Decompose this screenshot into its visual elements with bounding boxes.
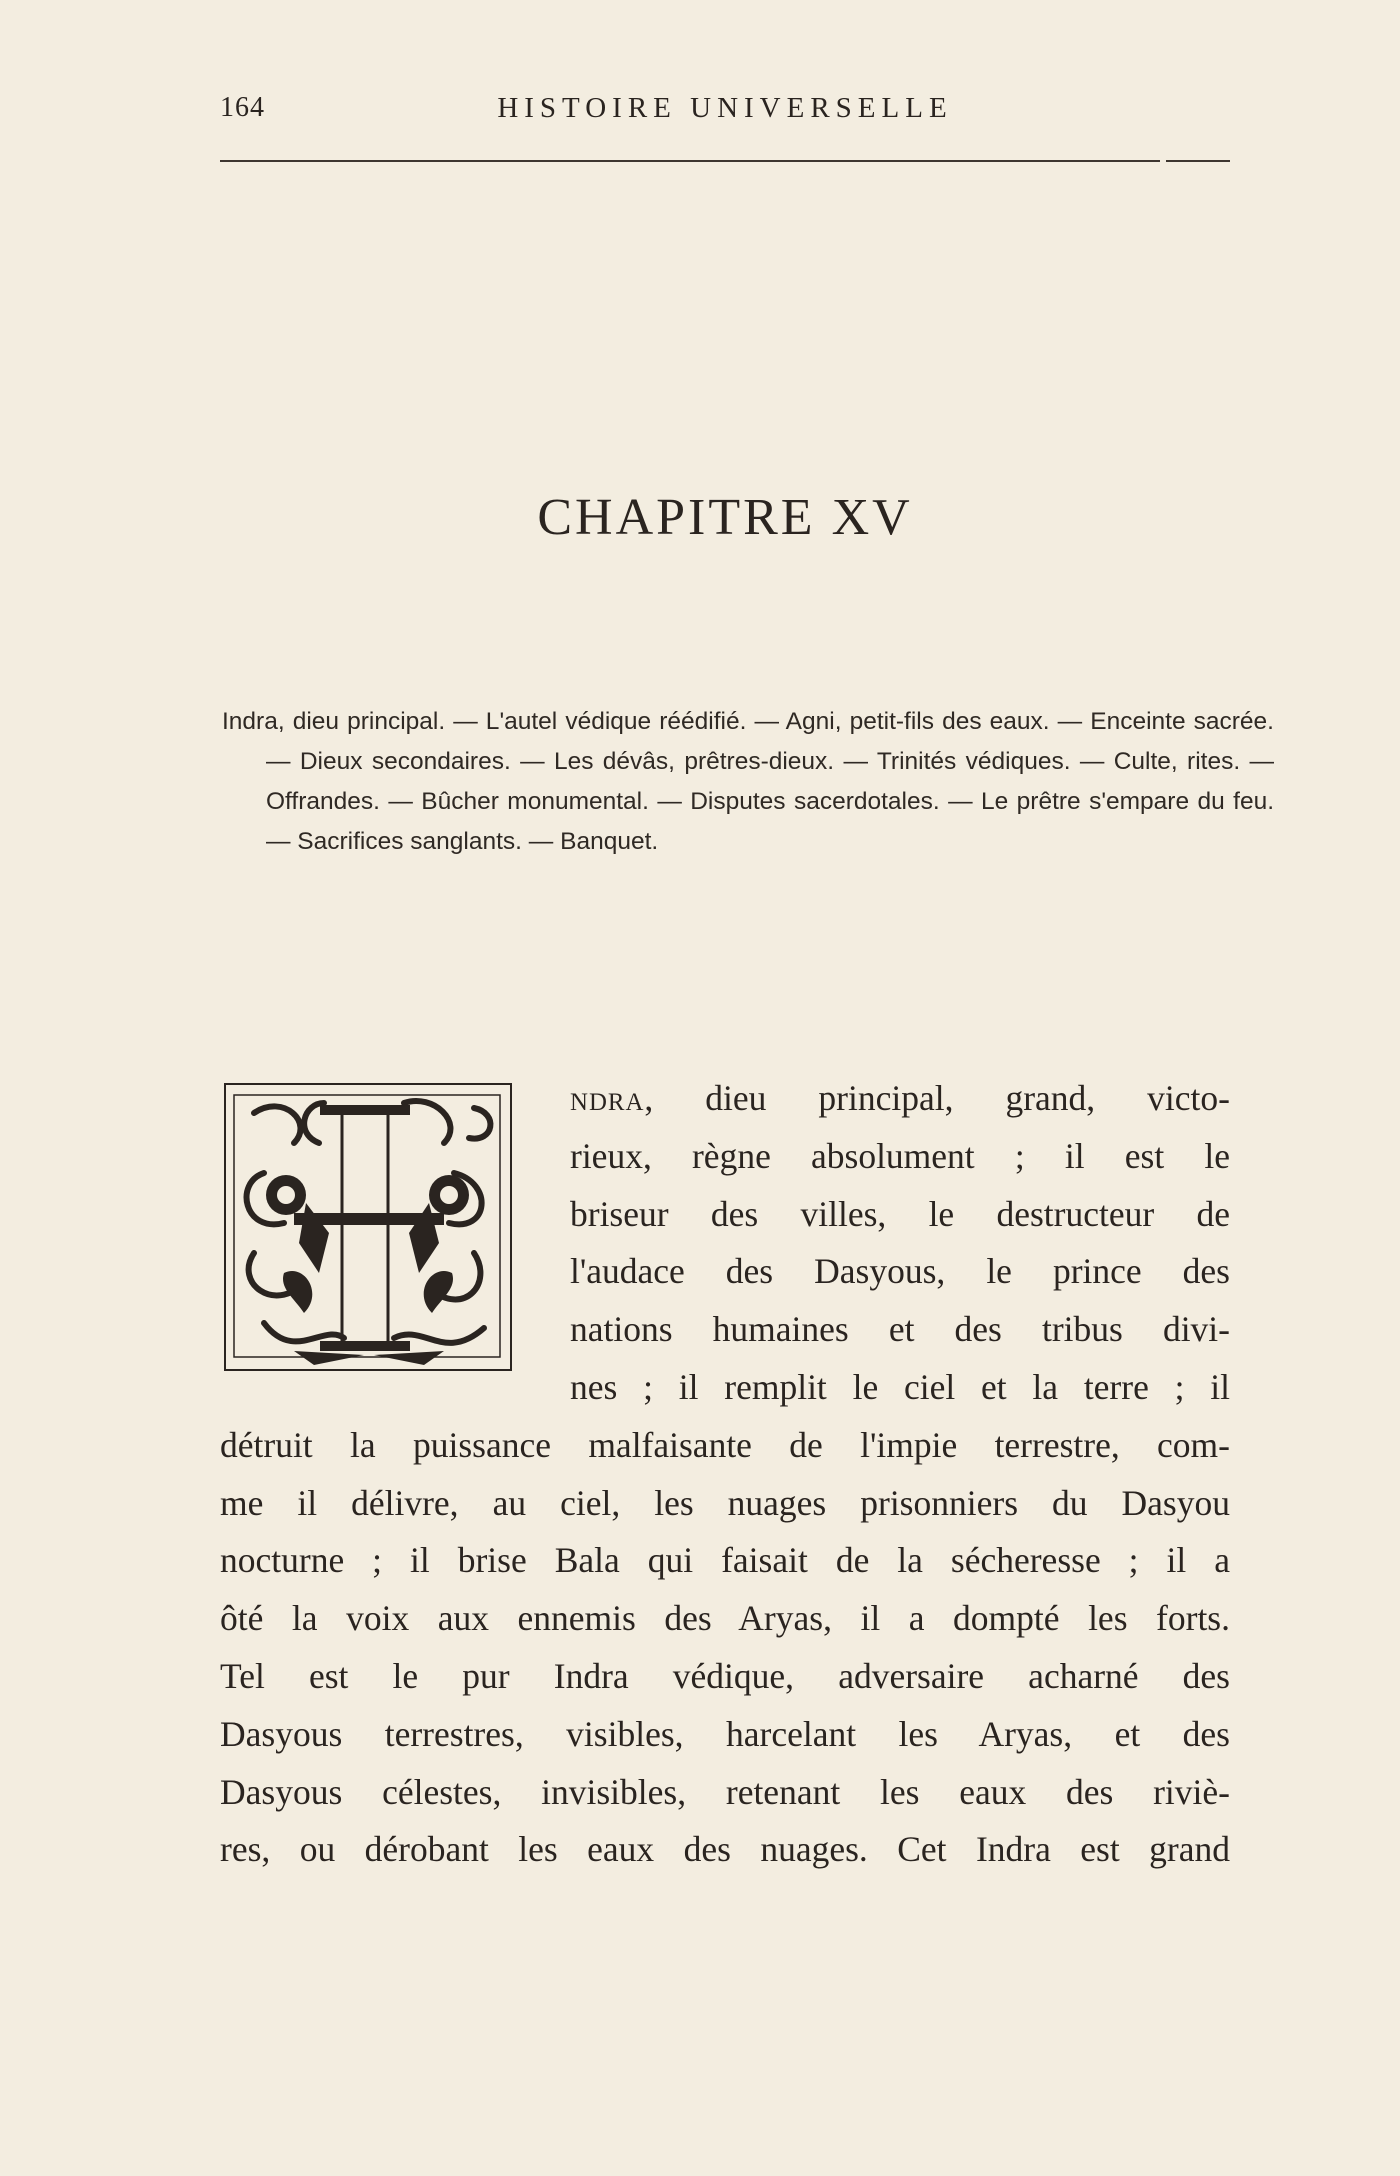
text-line: l'audace des Dasyous, le prince des <box>570 1251 1230 1292</box>
running-title: HISTOIRE UNIVERSELLE <box>497 92 953 124</box>
text-line: nocturne ; il brise Bala qui faisait de la sécheresse ; il a <box>220 1540 1230 1581</box>
text-line: ôté la voix aux ennemis des Aryas, il a dompté les forts. <box>220 1598 1230 1639</box>
text-line: Dasyous terrestres, visibles, harcelant les Aryas, et des <box>220 1713 1230 1754</box>
text-line: Tel est le pur Indra védique, adversaire acharné des <box>220 1655 1230 1696</box>
text-line: Dasyous célestes, invisibles, retenant les eaux des riviè- <box>220 1771 1230 1812</box>
chapter-summary: Indra, dieu principal. — L'autel védique réédifié. — Agni, petit-fils des eaux. — Enceinte sacrée. — Dieux secondaires. — Les dévâs, prêtres-dieux. — Trinités védiques. — Culte, rites. — Offrandes. — Bûcher monumental. — Disputes sacerdotales. — Le prêtre s'empare du feu. — Sacrifices sanglants. — Banquet. <box>222 708 1274 855</box>
initial-smallcaps: NDRA <box>570 1089 645 1116</box>
text-line: nes ; il remplit le ciel et la terre ; il <box>570 1366 1230 1407</box>
header-rule <box>220 160 1230 162</box>
header-rule-end <box>1166 160 1230 162</box>
text-line: nations humaines et des tribus divi- <box>570 1309 1230 1350</box>
text-line: me il délivre, au ciel, les nuages prisonniers du Dasyou <box>220 1482 1230 1523</box>
text-line: res, ou dérobant les eaux des nuages. Cet Indra est grand <box>220 1829 1230 1870</box>
text-line: détruit la puissance malfaisante de l'impie terrestre, com- <box>220 1424 1230 1465</box>
body-text <box>220 1070 1230 1879</box>
chapter-title: CHAPITRE XV <box>537 489 913 546</box>
page-number: 164 <box>220 92 265 123</box>
text-line: NDRA, dieu principal, grand, victo- <box>570 1078 1230 1118</box>
text-line: rieux, règne absolument ; il est le <box>570 1135 1230 1176</box>
running-head <box>220 92 1230 132</box>
text-line: briseur des villes, le destructeur de <box>570 1193 1230 1234</box>
